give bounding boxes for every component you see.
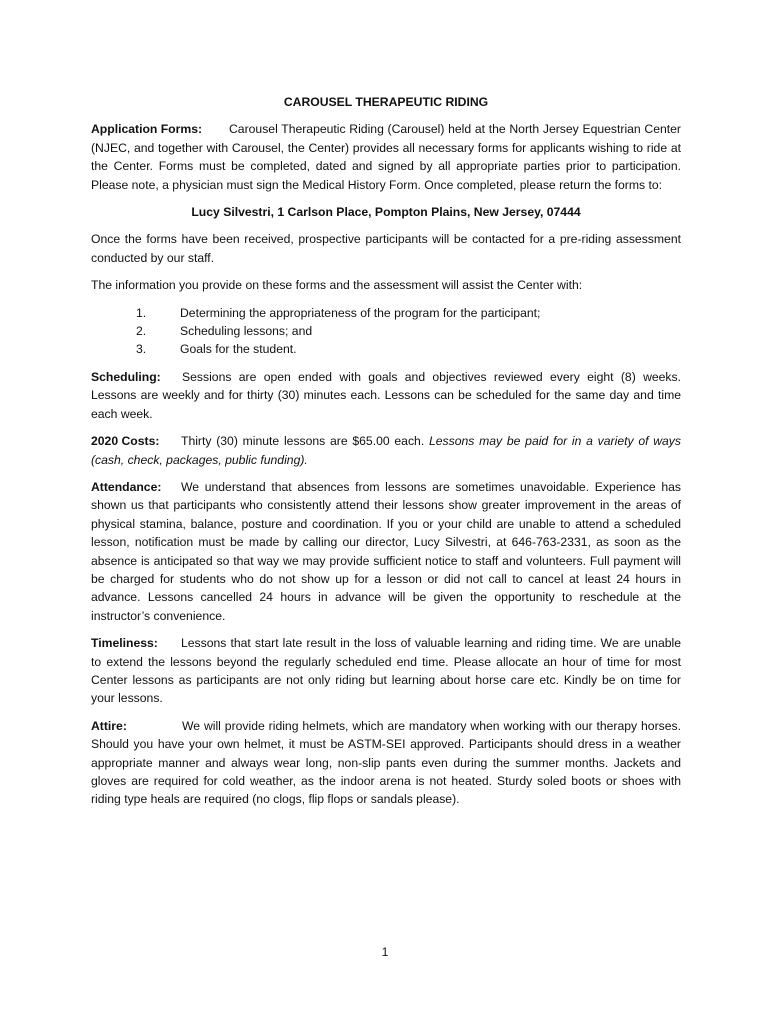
document-title: CAROUSEL THERAPEUTIC RIDING xyxy=(283,95,489,109)
costs-paragraph xyxy=(91,432,681,469)
page-number: 1 xyxy=(381,945,389,959)
mailing-address: Lucy Silvestri, 1 Carlson Place, Pompton Plains, New Jersey, 07444 xyxy=(191,205,581,220)
scheduling-text: Sessions are open ended with goals and objectives reviewed every eight (8) weeks. Lessons are weekly and for thirty (30) minutes each. Lessons can be scheduled for the same day and time each week. xyxy=(91,369,681,421)
attendance-text: We understand that absences from lessons are sometimes unavoidable. Experience has shown us that participants who consistently attend their lessons show greater improvement in the areas of physical stamina, balance, posture and coordination. If you or your child are unable to attend a scheduled lesson, notification must be made by calling our director, Lucy Silvestri, at 646-763-2331, as soon as the absence is anticipated so that way we may provide sufficient notice to staff and volunteers. Full payment will be charged for students who do not show up for a lesson or did not call to cancel at least 24 hours in advance. Lessons cancelled 24 hours in advance will be given the opportunity to reschedule at the instructor’s convenience. xyxy=(91,479,681,623)
timeliness-label: Timeliness: xyxy=(91,636,158,651)
attendance-paragraph xyxy=(91,478,681,625)
costs-label: 2020 Costs: xyxy=(91,434,160,449)
application-forms-text: Carousel Therapeutic Riding (Carousel) held at the North Jersey Equestrian Center (NJEC, and together with Carousel, the Center) provides all necessary forms for applicants wishing to ride at the Center. Forms must be completed, dated and signed by all appropriate parties prior to participation. Please note, a physician must sign the Medical History Form. Once completed, please return the forms to: xyxy=(91,122,681,192)
application-forms-paragraph xyxy=(91,120,681,194)
costs-italic-text: Lessons may be paid for in a variety of ways (cash, check, packages, public funding). xyxy=(91,434,681,467)
attire-text: We will provide riding helmets, which are mandatory when working with our therapy horses. Should you have your own helmet, it must be ASTM-SEI approved. Participants should dress in a weather appropriate manner and always wear long, non-slip pants even during the summer months. Jackets and gloves are required for cold weather, as the indoor arena is not heated. Sturdy soled boots or shoes with riding type heals are required (no clogs, flip flops or sandals please). xyxy=(91,718,681,807)
scheduling-label: Scheduling: xyxy=(91,369,161,384)
application-forms-label: Application Forms: xyxy=(91,122,203,137)
list-item xyxy=(91,322,681,340)
list-item-text: Determining the appropriateness of the program for the participant; xyxy=(180,305,541,320)
list-item-text: Scheduling lessons; and xyxy=(180,324,313,339)
list-item xyxy=(91,340,681,358)
scheduling-paragraph xyxy=(91,368,681,423)
forms-received-paragraph: Once the forms have been received, prospective participants will be contacted for a pre-riding assessment conducted by our staff. xyxy=(91,232,681,265)
list-item-number: 2. xyxy=(136,324,147,339)
assist-list xyxy=(91,304,681,359)
list-item-number: 1. xyxy=(136,305,147,320)
list-item-text: Goals for the student. xyxy=(180,342,297,357)
timeliness-paragraph xyxy=(91,634,681,708)
attire-paragraph xyxy=(91,717,681,809)
attendance-label: Attendance: xyxy=(91,479,162,494)
list-item xyxy=(91,304,681,322)
attire-label: Attire: xyxy=(91,718,127,733)
costs-text: Thirty (30) minute lessons are $65.00 each. xyxy=(181,434,429,449)
information-intro-paragraph: The information you provide on these forms and the assessment will assist the Center with: xyxy=(91,278,583,293)
list-item-number: 3. xyxy=(136,342,147,357)
timeliness-text: Lessons that start late result in the loss of valuable learning and riding time. We are unable to extend the lessons beyond the regularly scheduled end time. Please allocate an hour of time for most Center lessons as participants are not only riding but learning about horse care etc. Kindly be on time for your lessons. xyxy=(91,636,681,706)
